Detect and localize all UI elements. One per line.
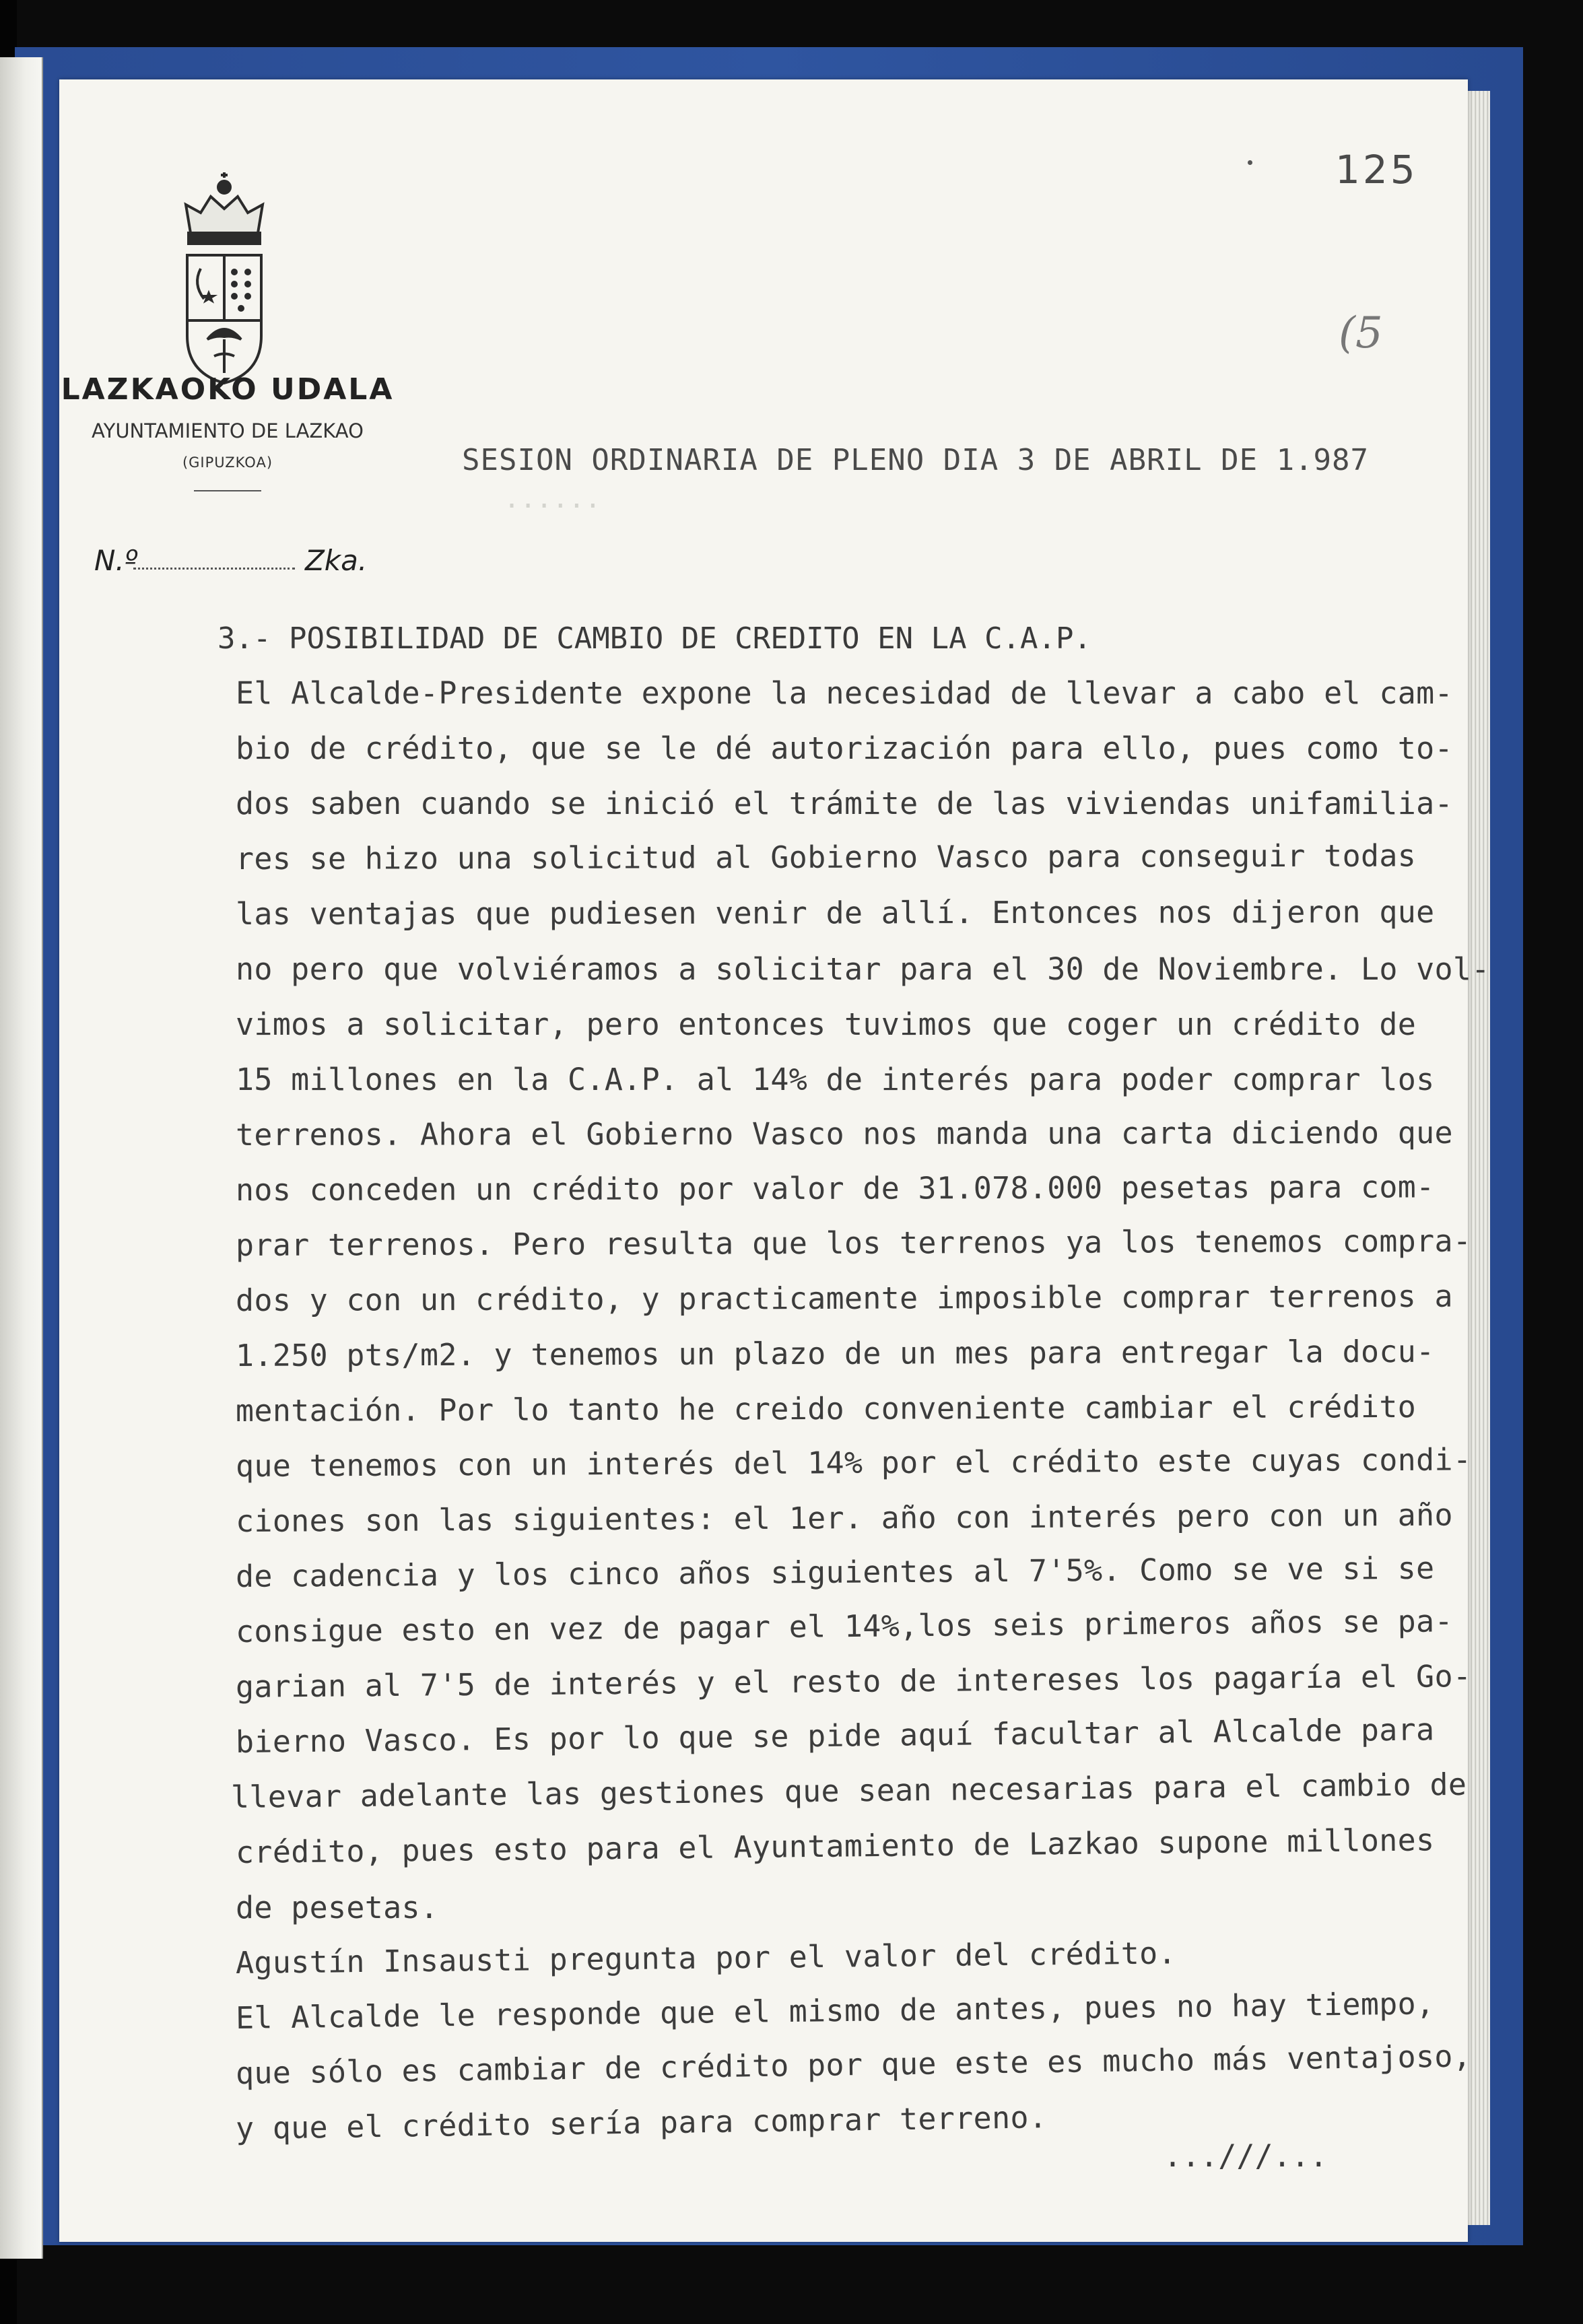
minutes-line: terrenos. Ahora el Gobierno Vasco nos manda una carta diciendo que xyxy=(235,1114,1453,1153)
minutes-line: de pesetas. xyxy=(236,1890,439,1925)
continuation-mark: ...///... xyxy=(1164,2138,1328,2174)
minutes-line: vimos a solicitar, pero entonces tuvimos que coger un crédito de xyxy=(236,1006,1417,1042)
minutes-line: de cadencia y los cinco años siguientes al 7'5%. Como se ve si se xyxy=(235,1550,1435,1594)
agenda-item-heading: 3.- POSIBILIDAD DE CAMBIO DE CREDITO EN LA C.A.P. xyxy=(217,621,1092,656)
ink-dot xyxy=(1248,160,1252,165)
minutes-line: consigue esto en vez de pagar el 14%,los seis primeros años se pa- xyxy=(235,1603,1454,1649)
minutes-line: 15 millones en la C.A.P. al 14% de interés para poder comprar los xyxy=(236,1062,1435,1097)
minutes-line: res se hizo una solicitud al Gobierno Vasco para conseguir todas xyxy=(235,838,1417,877)
reference-zka-label: Zka. xyxy=(305,544,368,577)
document-page xyxy=(59,79,1490,2242)
minutes-line: Agustín Insausti pregunta por el valor del crédito. xyxy=(235,1935,1177,1981)
organization-subtitle: AYUNTAMIENTO DE LAZKAO xyxy=(92,419,364,442)
minutes-line: dos saben cuando se inició el trámite de las viviendas unifamilia- xyxy=(236,786,1453,821)
facing-page-edge xyxy=(0,57,43,2259)
handwritten-annotation: (5 xyxy=(1339,308,1383,358)
minutes-line: no pero que volviéramos a solicitar para el 30 de Noviembre. Lo vol- xyxy=(236,951,1490,987)
minutes-line: que sólo es cambiar de crédito por que este es mucho más ventajoso, xyxy=(235,2038,1472,2091)
minutes-line: nos conceden un crédito por valor de 31.078.000 pesetas para com- xyxy=(235,1169,1435,1208)
minutes-line: las ventajas que pudiesen venir de allí. Entonces nos dijeron que xyxy=(235,893,1435,932)
letterhead-divider xyxy=(194,490,261,491)
minutes-line: bierno Vasco. Es por lo que se pide aquí facultar al Alcalde para xyxy=(235,1711,1435,1760)
minutes-line: llevar adelante las gestiones que sean necesarias para el cambio de xyxy=(230,1766,1467,1815)
minutes-line: El Alcalde-Presidente expone la necesidad de llevar a cabo el cam- xyxy=(236,675,1453,711)
minutes-line: crédito, pues esto para el Ayuntamiento de Lazkao supone millones xyxy=(235,1822,1435,1870)
stacked-page-edges xyxy=(1464,91,1490,2225)
minutes-line: mentación. Por lo tanto he creido conveniente cambiar el crédito xyxy=(235,1388,1417,1429)
reference-number-label: N.º xyxy=(94,544,138,577)
minutes-line: dos y con un crédito, y practicamente imposible comprar terrenos a xyxy=(235,1278,1453,1318)
minutes-line: ciones son las siguientes: el 1er. año con interés pero con un año xyxy=(235,1497,1454,1539)
reference-dotted-line xyxy=(133,568,295,570)
organization-name: LAZKAOKO UDALA xyxy=(61,372,395,407)
minutes-line: que tenemos con un interés del 14% por el crédito este cuyas condi- xyxy=(235,1441,1472,1484)
organization-region: (GIPUZKOA) xyxy=(182,454,273,471)
minutes-line: El Alcalde le responde que el mismo de antes, pues no hay tiempo, xyxy=(235,1985,1435,2036)
session-title: SESION ORDINARIA DE PLENO DIA 3 DE ABRIL DE 1.987 xyxy=(462,443,1370,477)
minutes-line: y que el crédito sería para comprar terreno. xyxy=(235,2099,1048,2146)
minutes-line: prar terrenos. Pero resulta que los terrenos ya los tenemos compra- xyxy=(235,1223,1472,1263)
minutes-line: bio de crédito, que se le dé autorización para ello, pues como to- xyxy=(236,730,1453,766)
minutes-line: 1.250 pts/m2. y tenemos un plazo de un mes para entregar la docu- xyxy=(235,1333,1435,1373)
page-number: 125 xyxy=(1335,147,1418,193)
faint-bleedthrough: ...... xyxy=(504,483,601,514)
minutes-line: garian al 7'5 de interés y el resto de intereses los pagaría el Go- xyxy=(235,1657,1472,1705)
